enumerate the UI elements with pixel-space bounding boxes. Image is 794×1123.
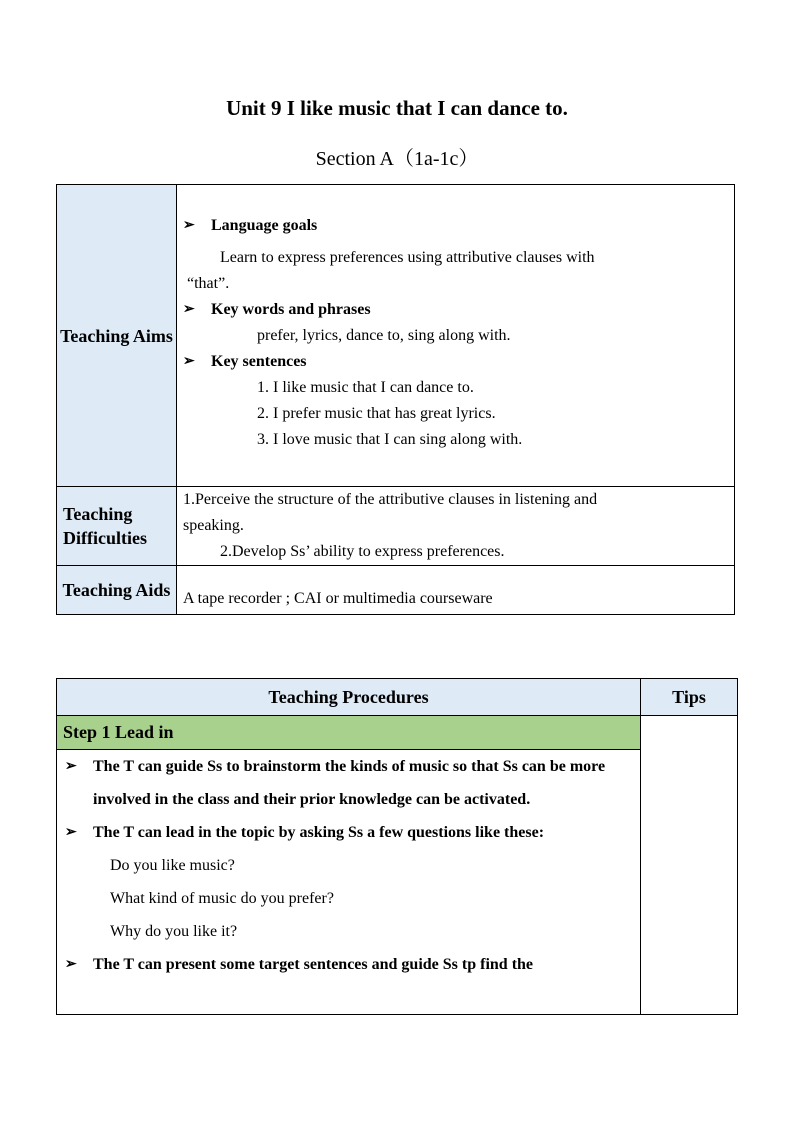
difficulty-1-cont: speaking. <box>183 517 244 534</box>
question-1: Do you like music? <box>110 857 235 874</box>
key-words-text: prefer, lyrics, dance to, sing along with. <box>257 327 511 344</box>
arrowhead-bullet-icon: ➢ <box>65 957 77 972</box>
tips-cell <box>641 716 738 1015</box>
step1-body-row <box>57 750 738 1015</box>
teaching-aids-content: A tape recorder ; CAI or multimedia courseware <box>177 566 735 615</box>
tips-header: Tips <box>641 679 738 716</box>
key-words-heading: ➢ Key words and phrases <box>183 297 734 323</box>
arrowhead-bullet-icon: ➢ <box>183 354 195 369</box>
key-sentence-2: 2. I prefer music that has great lyrics. <box>257 405 496 422</box>
teaching-difficulties-row <box>57 487 735 566</box>
teaching-difficulties-label: Teaching Difficulties <box>57 487 177 566</box>
arrowhead-bullet-icon: ➢ <box>183 302 195 317</box>
procedures-header: Teaching Procedures <box>57 679 641 716</box>
difficulty-1: 1.Perceive the structure of the attributive clauses in listening and <box>183 491 598 508</box>
procedures-header-row <box>57 679 738 716</box>
teaching-aims-label: Teaching Aims <box>57 185 177 487</box>
section-subtitle: Section A（1a-1c） <box>315 148 479 170</box>
question-2: What kind of music do you prefer? <box>110 890 334 907</box>
key-sentences-heading: ➢ Key sentences <box>183 349 734 375</box>
teaching-procedures-table <box>56 678 738 1015</box>
teaching-aims-row <box>57 185 735 487</box>
step1-header-row <box>57 716 738 750</box>
arrowhead-bullet-icon: ➢ <box>65 825 77 840</box>
key-sentence-3: 3. I love music that I can sing along with. <box>257 431 523 448</box>
teaching-aims-table <box>56 184 735 615</box>
question-3: Why do you like it? <box>110 923 238 940</box>
difficulty-2: 2.Develop Ss’ ability to express preferences. <box>220 543 505 560</box>
step1-body <box>57 750 641 1015</box>
procedure-bullet-1: ➢ The T can guide Ss to brainstorm the kinds of music so that Ss can be more involved in the class and their prior knowledge can be activated. <box>65 750 640 816</box>
step1-title: Step 1 Lead in <box>57 716 641 750</box>
page-title: Unit 9 I like music that I can dance to. <box>226 96 568 120</box>
arrowhead-bullet-icon: ➢ <box>65 759 77 774</box>
teaching-aims-content <box>177 185 735 487</box>
teaching-aids-row <box>57 566 735 615</box>
key-sentence-1: 1. I like music that I can dance to. <box>257 379 474 396</box>
procedure-bullet-2: ➢ The T can lead in the topic by asking Ss a few questions like these: <box>65 816 640 849</box>
language-goals-text-cont: “that”. <box>187 275 230 292</box>
procedure-bullet-3: ➢ The T can present some target sentences and guide Ss tp find the <box>65 948 640 981</box>
teaching-difficulties-content <box>177 487 735 566</box>
arrowhead-bullet-icon: ➢ <box>183 218 195 233</box>
language-goals-text: Learn to express preferences using attributive clauses with <box>220 249 595 266</box>
language-goals-heading: ➢ Language goals <box>183 213 734 239</box>
teaching-aids-label: Teaching Aids <box>57 566 177 615</box>
